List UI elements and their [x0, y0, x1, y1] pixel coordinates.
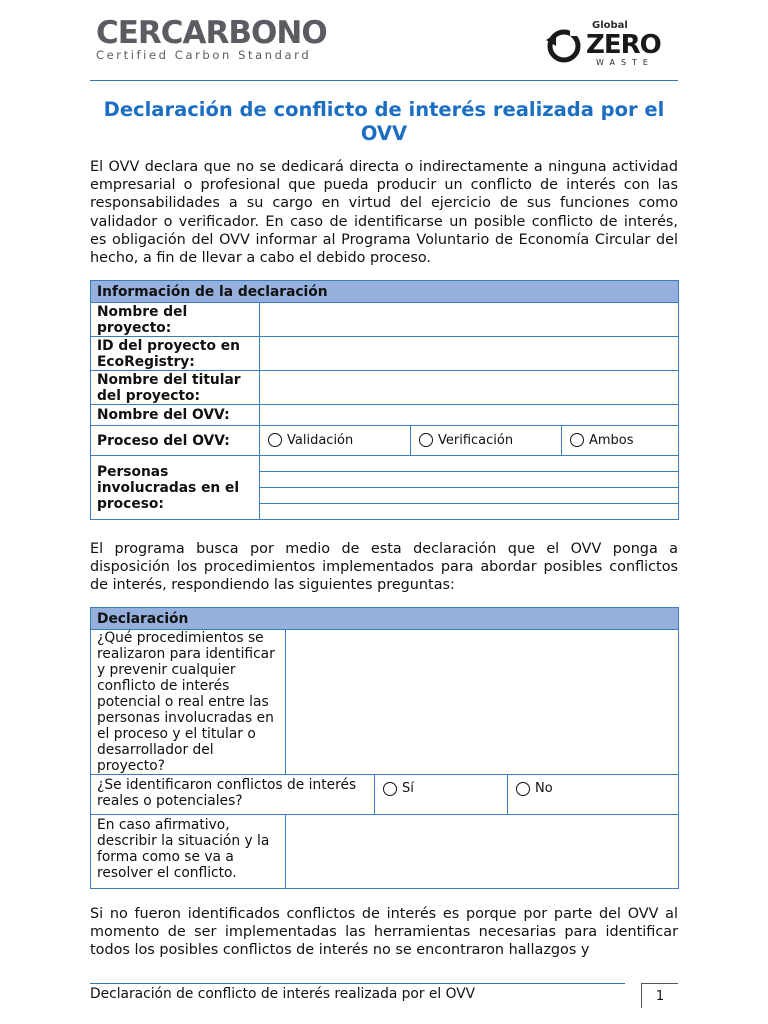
question-describe-situation: En caso afirmativo, describir la situación y la forma como se va a resolver el conflicto.: [91, 815, 286, 889]
cercarbono-logo: [96, 16, 327, 62]
project-name-field[interactable]: [260, 303, 679, 337]
declaration-table: [90, 607, 679, 889]
option-no[interactable]: [508, 775, 679, 815]
holder-name-label: Nombre del titular del proyecto:: [91, 371, 260, 405]
project-name-label: Nombre del proyecto:: [91, 303, 260, 337]
ovv-name-field[interactable]: [260, 405, 679, 426]
people-field-3[interactable]: [260, 488, 679, 504]
project-id-field[interactable]: [260, 337, 679, 371]
answer-procedures-field[interactable]: [286, 630, 679, 775]
page-header: [90, 14, 678, 81]
closing-paragraph: Si no fueron identificados conflictos de interés es porque por parte del OVV al momento de ser implementadas las herramientas necesarias para identificar todos los posibles conflictos de interés no se encontraron hallazgos y: [90, 906, 678, 959]
radio-icon[interactable]: [570, 433, 584, 447]
option-verificacion-label: Verificación: [438, 432, 514, 448]
radio-icon[interactable]: [516, 782, 530, 796]
option-validacion[interactable]: [260, 426, 411, 456]
option-validacion-label: Validación: [287, 432, 354, 448]
option-verificacion[interactable]: [411, 426, 562, 456]
info-table-header: Información de la declaración: [91, 281, 679, 303]
people-involved-label: Personas involucradas en el proceso:: [91, 456, 260, 520]
intro-paragraph: El OVV declara que no se dedicará directa o indirectamente a ninguna actividad empresarial o profesional que pueda producir un conflicto de interés con las responsabilidades a su cargo en virtud del ejercicio de sus funciones como validador o verificador. En caso de identificarse un posible conflicto de interés, es obligación del OVV informar al Programa Voluntario de Economía Circular del hecho, a fin de llevar a cabo el debido proceso.: [90, 159, 678, 267]
logo-global-text: Global: [592, 20, 628, 31]
declaration-info-table: [90, 280, 679, 520]
logo-waste-text: WASTE: [596, 58, 654, 67]
radio-icon[interactable]: [268, 433, 282, 447]
document-title: Declaración de conflicto de interés realizada por el OVV: [103, 98, 665, 145]
middle-paragraph: El programa busca por medio de esta declaración que el OVV ponga a disposición los procedimientos implementados para abordar posibles conflictos de interés, respondiendo las siguientes preguntas:: [90, 541, 678, 594]
option-si[interactable]: [375, 775, 508, 815]
people-field-1[interactable]: [260, 456, 679, 472]
project-id-label: ID del proyecto en EcoRegistry:: [91, 337, 260, 371]
question-procedures: ¿Qué procedimientos se realizaron para identificar y prevenir cualquier conflicto de interés potencial o real entre las personas involucradas en el proceso y el titular o desarrollador del proyecto?: [91, 630, 286, 775]
people-field-4[interactable]: [260, 504, 679, 520]
radio-icon[interactable]: [419, 433, 433, 447]
ovv-name-label: Nombre del OVV:: [91, 405, 260, 426]
declaration-table-header: Declaración: [91, 608, 679, 630]
option-ambos-label: Ambos: [589, 432, 634, 448]
cercarbono-wordmark: CERCARBONO: [96, 15, 327, 51]
answer-situation-field[interactable]: [286, 815, 679, 889]
logo-zero-text: ZERO: [586, 30, 661, 60]
people-field-2[interactable]: [260, 472, 679, 488]
recycle-ring-icon: [544, 24, 584, 66]
option-ambos[interactable]: [562, 426, 679, 456]
question-conflicts-identified: ¿Se identificaron conflictos de interés reales o potenciales?: [91, 775, 375, 815]
option-si-label: Sí: [402, 781, 414, 796]
footer-text: Declaración de conflicto de interés realizada por el OVV: [90, 986, 476, 1002]
holder-name-field[interactable]: [260, 371, 679, 405]
radio-icon[interactable]: [383, 782, 397, 796]
global-zero-waste-logo: [544, 20, 672, 72]
option-no-label: No: [535, 781, 553, 796]
process-label: Proceso del OVV:: [91, 426, 260, 456]
page-number: 1: [641, 983, 678, 1008]
footer-rule: [90, 983, 625, 984]
cercarbono-tagline: Certified Carbon Standard: [96, 48, 312, 62]
